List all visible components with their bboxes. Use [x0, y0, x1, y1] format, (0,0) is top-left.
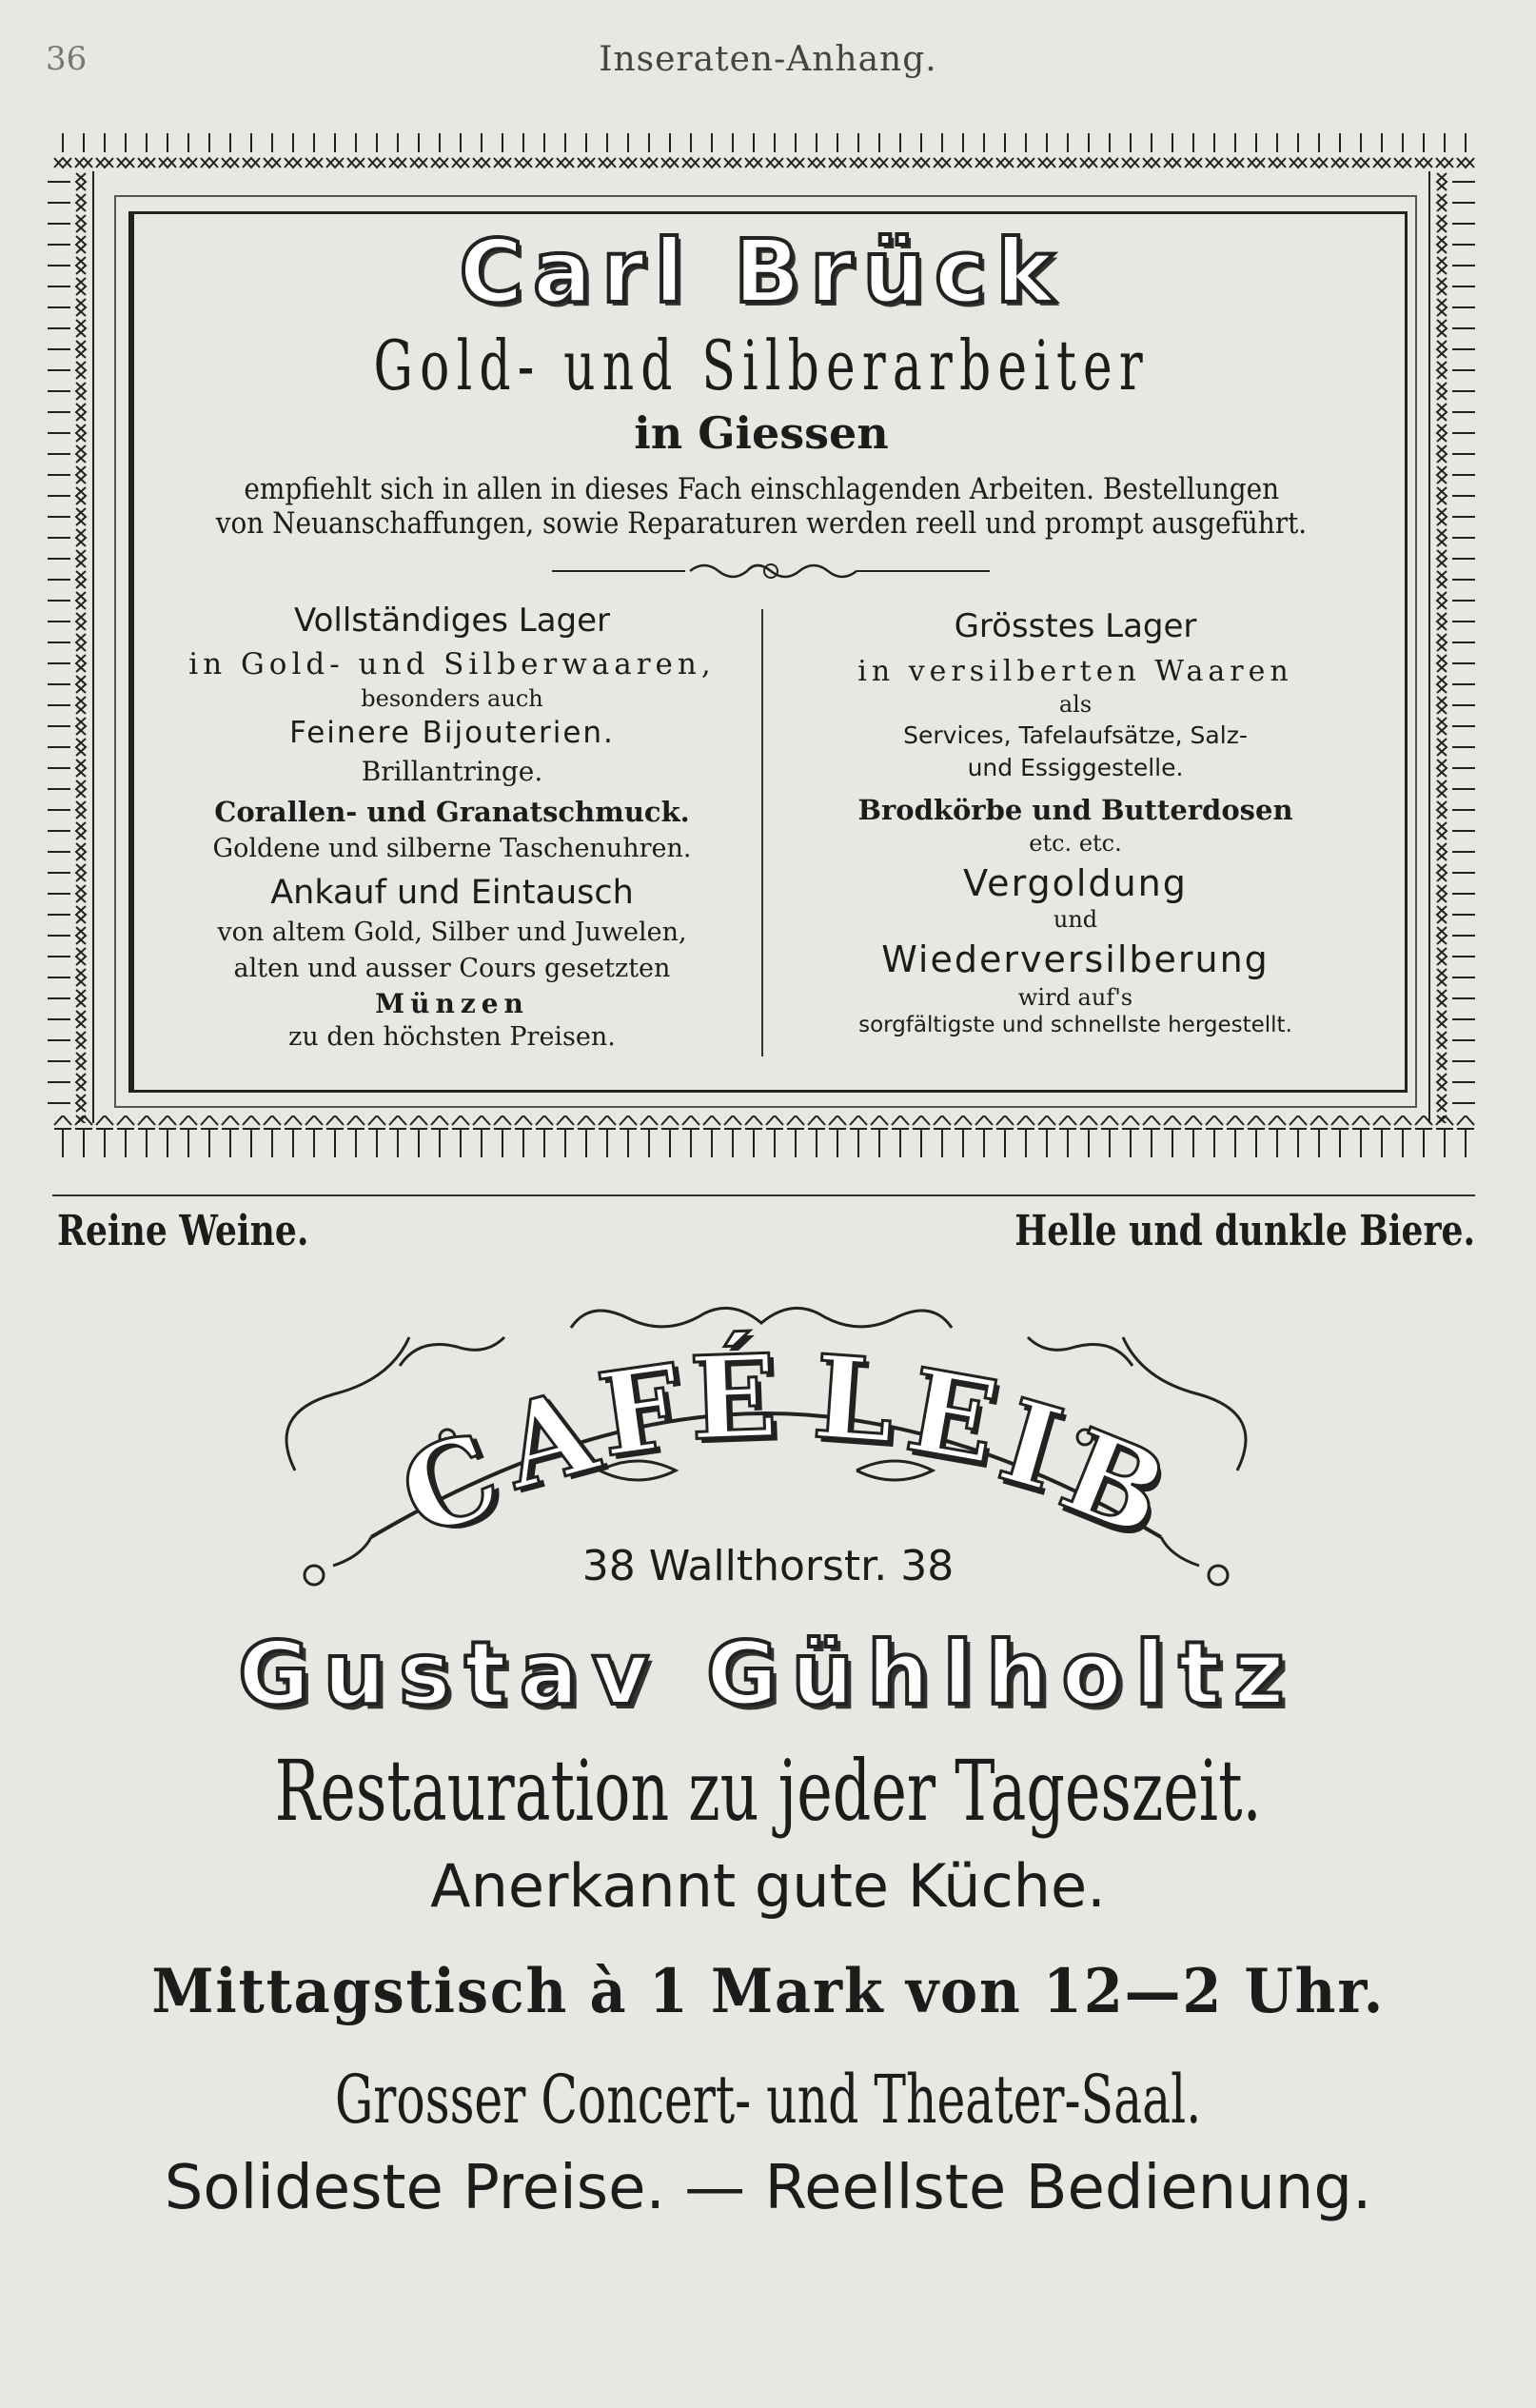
brueck-trade: Gold- und Silberarbeiter	[373, 326, 1150, 405]
cafe-owner: Gustav Gühlholtz	[238, 1623, 1298, 1725]
cafe-concert-line: Grosser Concert- und Theater-Saal.	[334, 2061, 1202, 2139]
cafe-address: 38 Wallthorstr. 38	[581, 1542, 955, 1590]
cafe-restauration-line: Restauration zu jeder Tageszeit.	[274, 1742, 1262, 1840]
running-title: Inseraten-Anhang.	[599, 40, 937, 79]
ornament-border-top	[52, 133, 1475, 177]
cafe-prices-line: Solideste Preise. — Reellste Bedienung.	[164, 2153, 1372, 2223]
cafe-letter-e-acute: É	[687, 1329, 779, 1467]
page-number: 36	[46, 40, 88, 78]
cafe-letter-c: C	[383, 1406, 518, 1565]
cafe-letter-e: E	[897, 1343, 1008, 1490]
ornament-border-left	[48, 171, 105, 1123]
left-line-5: Brillantringe.	[361, 756, 543, 787]
cafe-lunch-line: Mittagstisch à 1 Mark von 12—2 Uhr.	[151, 1956, 1385, 2027]
column-divider	[761, 609, 763, 1056]
left-line-4: Feinere Bijouterien.	[289, 716, 615, 750]
cafe-letter-l: L	[809, 1330, 899, 1470]
ornament-border-bottom	[52, 1115, 1475, 1159]
left-line-7: Goldene und silberne Taschenuhren.	[212, 834, 692, 863]
cafe-letter-b: B	[1044, 1403, 1185, 1564]
left-line-2: in Gold- und Silberwaaren,	[188, 647, 716, 681]
brueck-intro-line-1: empfiehlt sich in allen in dieses Fach einschlagenden Arbeiten. Bestellungen	[244, 472, 1279, 506]
right-line-8: Vergoldung	[963, 862, 1188, 904]
cafe-letter-a: A	[488, 1363, 609, 1516]
right-line-3: als	[1058, 691, 1093, 718]
left-line-8: Ankauf und Eintausch	[270, 874, 634, 912]
cafe-letter-f: F	[590, 1338, 690, 1484]
brueck-right-column	[776, 607, 1375, 1045]
left-line-12: zu den höchsten Preisen.	[288, 1022, 616, 1052]
right-line-10: Wiederversilberung	[881, 938, 1270, 980]
left-line-6: Corallen- und Granatschmuck.	[214, 796, 690, 828]
right-line-7: etc. etc.	[1029, 830, 1122, 857]
right-line-11: wird auf's	[1017, 984, 1133, 1011]
section-rule	[52, 1194, 1475, 1196]
right-line-1: Grösstes Lager	[954, 607, 1197, 645]
left-line-11: Münzen	[375, 988, 529, 1019]
right-line-6: Brodkörbe und Butterdosen	[857, 794, 1293, 826]
right-line-12: sorgfältigste und schnellste hergestellt.	[858, 1013, 1292, 1037]
brueck-name: Carl Brück	[459, 221, 1064, 323]
right-line-5: und Essiggestelle.	[967, 754, 1184, 781]
cafe-kitchen-line: Anerkannt gute Küche.	[430, 1851, 1106, 1921]
cafe-beer-line: Helle und dunkle Biere.	[1014, 1207, 1475, 1255]
left-line-1: Vollständiges Lager	[293, 602, 611, 640]
right-line-9: und	[1053, 906, 1098, 933]
brueck-left-column	[152, 602, 752, 1056]
right-line-4: Services, Tafelaufsätze, Salz-	[903, 721, 1248, 749]
cafe-letter-i: I	[986, 1372, 1075, 1518]
left-line-10: alten und ausser Cours gesetzten	[233, 954, 671, 983]
left-line-9: von altem Gold, Silber und Juwelen,	[217, 918, 687, 947]
brueck-intro-line-2: von Neuanschaffungen, sowie Reparaturen werden reell und prompt ausgeführt.	[215, 506, 1308, 541]
cafe-wine-line: Reine Weine.	[57, 1207, 309, 1255]
right-line-2: in versilberten Waaren	[857, 655, 1293, 688]
left-line-3: besonders auch	[361, 685, 543, 712]
brueck-city: in Giessen	[634, 407, 889, 459]
divider-ornament	[552, 557, 990, 585]
ornament-border-right	[1418, 171, 1475, 1123]
